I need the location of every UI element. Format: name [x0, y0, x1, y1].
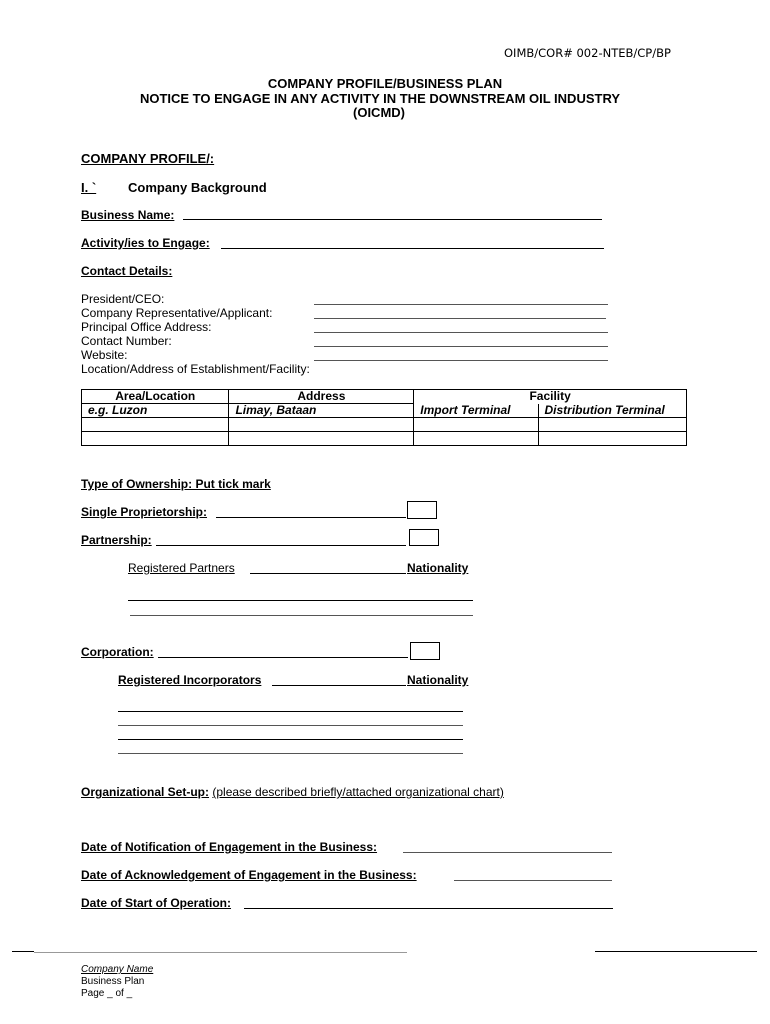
incorporator-entry-field[interactable] — [118, 753, 463, 754]
date-notification-field[interactable] — [403, 852, 612, 853]
website-field[interactable] — [314, 360, 608, 361]
org-setup-note: (please described briefly/attached organizational chart) — [212, 785, 504, 799]
header-area-location: Area/Location — [82, 390, 229, 404]
example-address: Limay, Bataan — [229, 404, 414, 418]
table-header-row — [82, 390, 687, 404]
corporation-line — [158, 657, 408, 658]
document-code: OIMB/COR# 002-NTEB/CP/BP — [504, 46, 671, 60]
partnership-label: Partnership: — [81, 533, 152, 547]
footer-separator-middle — [34, 952, 407, 953]
footer-company-name: Company Name — [81, 964, 154, 975]
table-cell[interactable] — [229, 418, 414, 432]
registered-partners-label: Registered Partners — [128, 561, 235, 575]
office-address-field[interactable] — [314, 332, 608, 333]
corporation-label: Corporation: — [81, 645, 154, 659]
table-example-row — [82, 404, 687, 418]
date-acknowledgement-field[interactable] — [454, 880, 612, 881]
example-facility-import: Import Terminal — [414, 404, 538, 418]
president-label: President/CEO: — [81, 292, 165, 306]
example-facility-distribution: Distribution Terminal — [538, 404, 687, 418]
header-facility: Facility — [414, 390, 687, 404]
footer-separator-right — [595, 951, 757, 952]
table-row[interactable] — [82, 432, 687, 446]
incorporators-nationality-label: Nationality — [407, 673, 469, 687]
partner-entry-field[interactable] — [128, 600, 473, 601]
contact-details-label: Contact Details: — [81, 264, 173, 278]
registered-partners-line — [250, 573, 406, 574]
date-start-field[interactable] — [244, 908, 613, 909]
section-title: Company Background — [128, 180, 267, 195]
org-setup-label: Organizational Set-up: — [81, 785, 210, 799]
footer-page-number: Page _ of _ — [81, 988, 133, 999]
example-area: e.g. Luzon — [82, 404, 229, 418]
corporation-checkbox[interactable] — [410, 642, 440, 660]
table-cell[interactable] — [229, 432, 414, 446]
section-number: I. ` — [81, 180, 97, 195]
partnership-checkbox[interactable] — [409, 529, 439, 546]
registered-incorporators-line — [272, 685, 406, 686]
office-address-label: Principal Office Address: — [81, 320, 212, 334]
single-proprietorship-checkbox[interactable] — [407, 501, 437, 519]
date-notification-label: Date of Notification of Engagement in the Business: — [81, 840, 378, 854]
registered-incorporators-label: Registered Incorporators — [118, 673, 262, 687]
contact-number-label: Contact Number: — [81, 334, 172, 348]
partnership-line — [156, 545, 406, 546]
single-proprietorship-line — [216, 517, 406, 518]
section-heading: COMPANY PROFILE/: — [81, 151, 215, 166]
footer-business-plan: Business Plan — [81, 976, 145, 987]
date-acknowledgement-label: Date of Acknowledgement of Engagement in the Business: — [81, 868, 417, 882]
document-title-line3: (OICMD) — [353, 105, 405, 120]
partners-nationality-label: Nationality — [407, 561, 469, 575]
org-setup — [81, 785, 504, 799]
representative-label: Company Representative/Applicant: — [81, 306, 273, 320]
business-name-label: Business Name: — [81, 208, 175, 222]
website-label: Website: — [81, 348, 128, 362]
representative-field[interactable] — [314, 318, 606, 319]
president-field[interactable] — [314, 304, 608, 305]
table-cell[interactable] — [538, 432, 687, 446]
partner-entry-field[interactable] — [130, 615, 473, 616]
header-address: Address — [229, 390, 414, 404]
table-cell[interactable] — [414, 432, 538, 446]
incorporator-entry-field[interactable] — [118, 711, 463, 712]
incorporator-entry-field[interactable] — [118, 725, 463, 726]
document-title-line2: NOTICE TO ENGAGE IN ANY ACTIVITY IN THE DOWNSTREAM OIL INDUSTRY — [139, 91, 621, 106]
location-label: Location/Address of Establishment/Facility: — [81, 362, 310, 376]
business-name-field[interactable] — [183, 219, 602, 220]
ownership-label: Type of Ownership: Put tick mark — [81, 477, 271, 491]
table-cell[interactable] — [414, 418, 538, 432]
table-cell[interactable] — [82, 432, 229, 446]
incorporator-entry-field[interactable] — [118, 739, 463, 740]
activity-field[interactable] — [221, 248, 604, 249]
contact-number-field[interactable] — [314, 346, 608, 347]
activity-label: Activity/ies to Engage: — [81, 236, 210, 250]
footer-separator-left — [12, 951, 34, 952]
single-proprietorship-label: Single Proprietorship: — [81, 505, 208, 519]
document-title-line1: COMPANY PROFILE/BUSINESS PLAN — [267, 76, 503, 91]
facility-table — [81, 389, 687, 446]
table-cell[interactable] — [538, 418, 687, 432]
date-start-label: Date of Start of Operation: — [81, 896, 232, 910]
table-row[interactable] — [82, 418, 687, 432]
table-cell[interactable] — [82, 418, 229, 432]
